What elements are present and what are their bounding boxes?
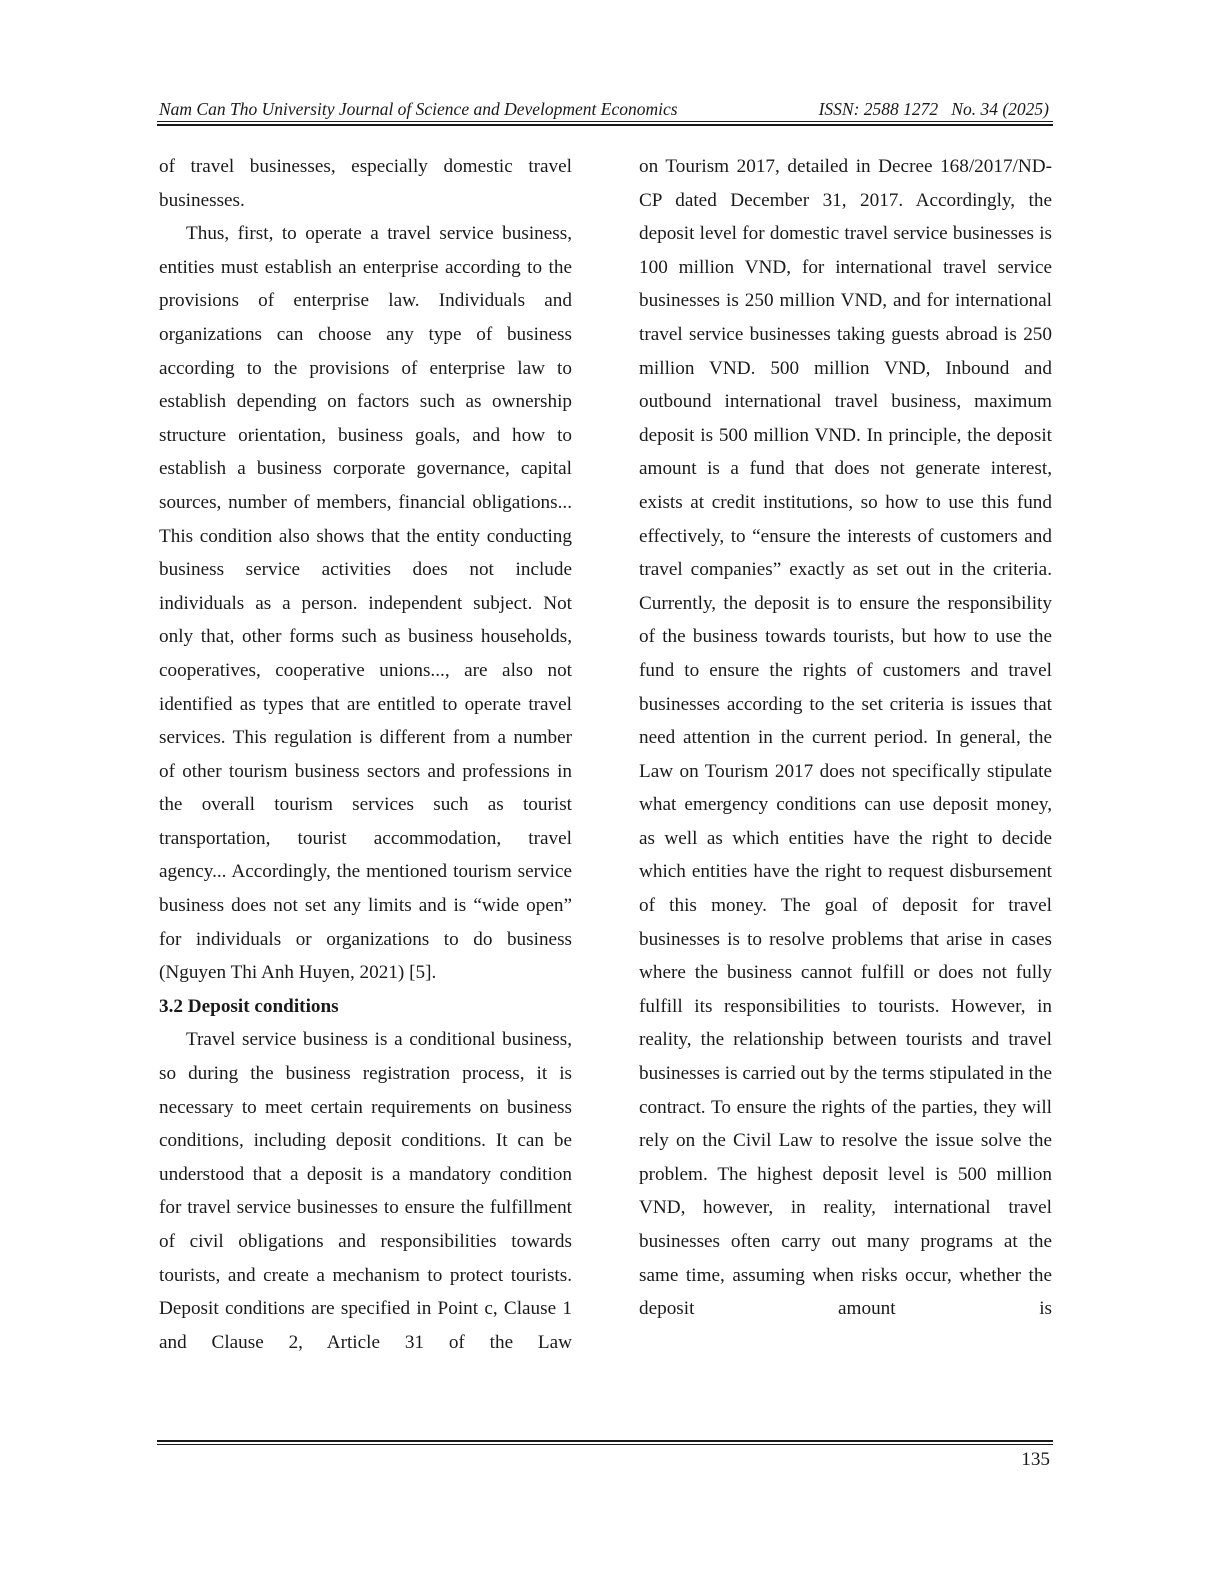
page-number: 135 — [1021, 1449, 1050, 1470]
issue-info: ISSN: 2588 1272 No. 34 (2025) — [818, 99, 1049, 119]
left-column — [159, 150, 572, 1359]
paragraph-deposit-conditions: Travel service business is a conditional business, so during the business registration process, it is necessary to meet certain requirements on business conditions, including deposit conditions. It can be understood that a deposit is a mandatory condition for travel service businesses to ensure the fulfillment of civil obligations and responsibilities towards tourists, and create a mechanism to protect tourists. Deposit conditions are specified in Point c, Clause 1 and Clause 2, Article 31 of the Law — [159, 1029, 572, 1353]
running-header — [157, 97, 1053, 123]
footer-double-rule — [157, 1440, 1053, 1445]
section-heading-deposit-conditions: 3.2 Deposit conditions — [159, 995, 339, 1017]
right-column — [639, 150, 1052, 1326]
journal-title: Nam Can Tho University Journal of Science and Development Economics — [159, 99, 678, 119]
paragraph-deposit-levels: on Tourism 2017, detailed in Decree 168/2017/ND-CP dated December 31, 2017. Accordingly, the deposit level for domestic travel service businesses is 100 million VND, for international travel service businesses is 250 million VND, and for international travel service businesses taking guests abroad is 250 million VND. 500 million VND, Inbound and outbound international travel business, maximum deposit is 500 million VND. In principle, the deposit amount is a fund that does not generate interest, exists at credit institutions, so how to use this fund effectively, to “ensure the interests of customers and travel companies” exactly as set out in the criteria. Currently, the deposit is to ensure the responsibility of the business towards tourists, but how to use the fund to ensure the rights of customers and travel businesses according to the set criteria is issues that need attention in the current period. In general, the Law on Tourism 2017 does not specifically stipulate what emergency conditions can use deposit money, as well as which entities have the right to decide which entities have the right to request disbursement of this money. The goal of deposit for travel businesses is to resolve problems that arise in cases where the business cannot fulfill or does not fully fulfill its responsibilities to tourists. However, in reality, the relationship between tourists and travel businesses is carried out by the terms stipulated in the contract. To ensure the rights of the parties, they will rely on the Civil Law to resolve the issue solve the problem. The highest deposit level is 500 million VND, however, in reality, international travel businesses often carry out many programs at the same time, assuming when risks occur, whether the deposit amount is — [639, 156, 1052, 1320]
paragraph-entity-requirements: Thus, first, to operate a travel service business, entities must establish an enterprise according to the provisions of enterprise law. Individuals and organizations can choose any type of business according to the provisions of enterprise law to establish depending on factors such as ownership structure orientation, business goals, and how to establish a business corporate governance, capital sources, number of members, financial obligations... This condition also shows that the entity conducting business service activities does not include individuals as a person. independent subject. Not only that, other forms such as business households, cooperatives, cooperative unions..., are also not identified as types that are entitled to operate travel services. This regulation is different from a number of other tourism business sectors and professions in the overall tourism services such as tourist transportation, tourist accommodation, travel agency... Accordingly, the mentioned tourism service business does not set any limits and is “wide open” for individuals or organizations to do business (Nguyen Thi Anh Huyen, 2021) [5]. — [159, 223, 572, 984]
header-double-rule — [157, 121, 1053, 126]
carryover-paragraph: of travel businesses, especially domestic travel businesses. — [159, 156, 572, 211]
